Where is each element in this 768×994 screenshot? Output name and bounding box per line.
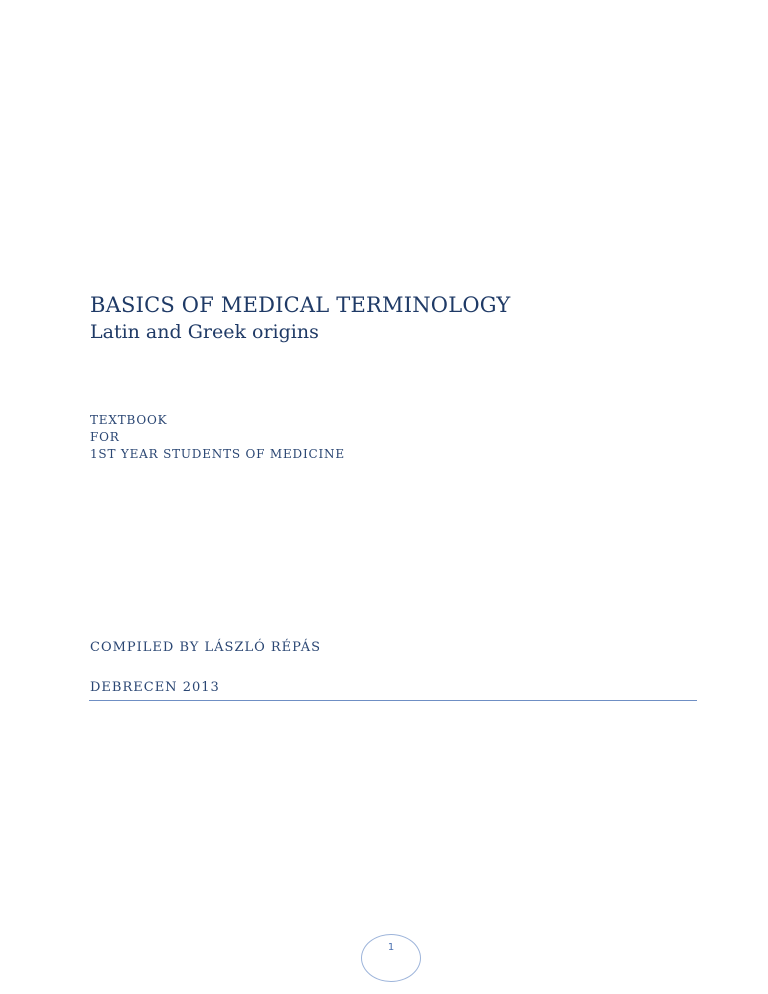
document-subtitle: Latin and Greek origins (90, 321, 319, 343)
place-year: DEBRECEN 2013 (90, 680, 220, 695)
description-line: TEXTBOOK (90, 413, 168, 427)
compiled-by: COMPILED BY LÁSZLÓ RÉPÁS (90, 640, 322, 655)
horizontal-rule (89, 700, 697, 701)
description-line: 1ST YEAR STUDENTS OF MEDICINE (90, 447, 345, 461)
page-number: 1 (387, 942, 395, 953)
title-block (90, 292, 690, 346)
description-line: FOR (90, 430, 120, 444)
description-block (90, 412, 345, 463)
document-title: BASICS OF MEDICAL TERMINOLOGY (90, 293, 511, 317)
page-number-badge (361, 934, 421, 982)
